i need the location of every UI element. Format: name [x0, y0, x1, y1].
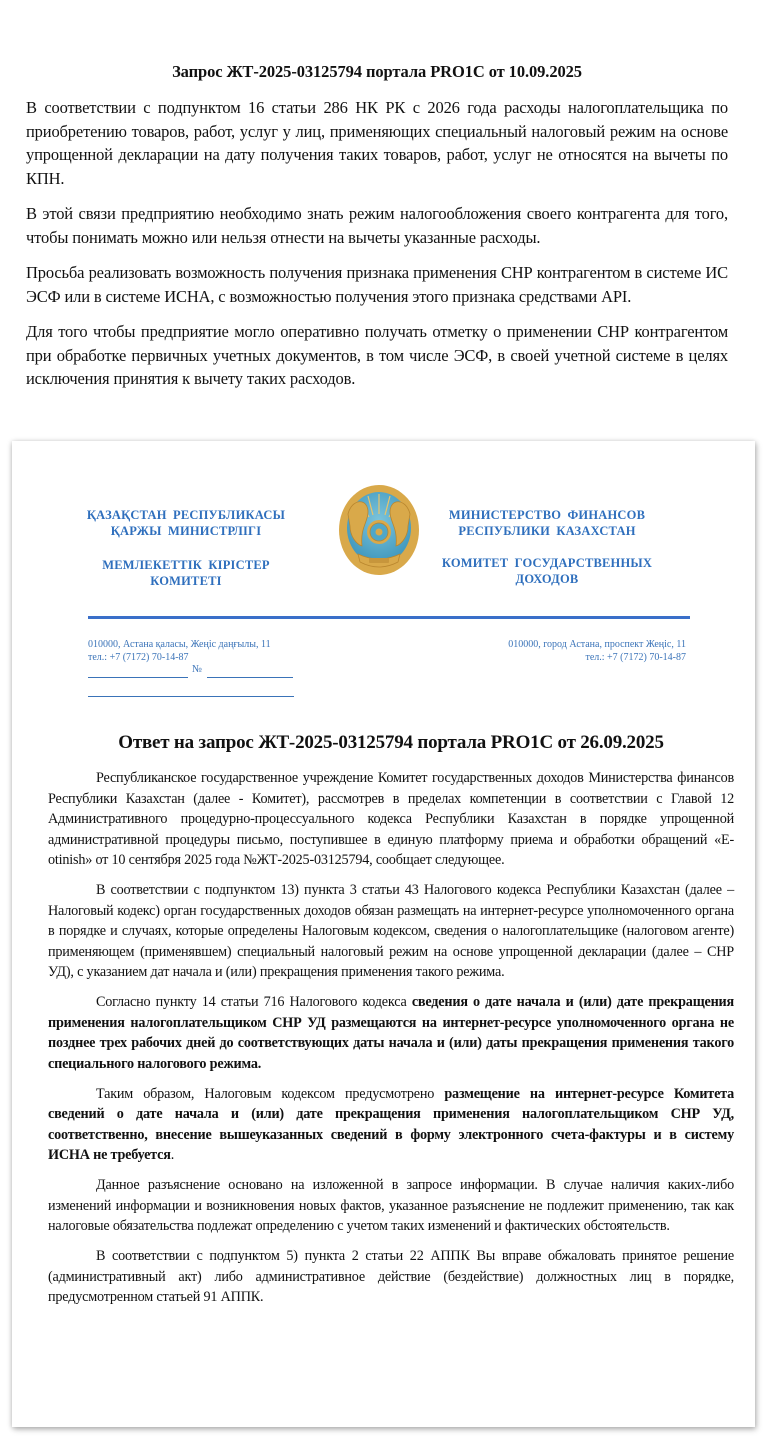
letterhead-line: ДОХОДОВ [515, 571, 579, 586]
response-paragraph: В соответствии с подпунктом 5) пункта 2 статьи 22 АППК Вы вправе обжаловать принятое решение (административный акт) либо административное действие (бездействие) должностных лиц в порядке, предусмотренном статьей 91 АППК. [48, 1248, 734, 1305]
paragraph-text: . [170, 1147, 175, 1163]
letterhead-line: КОМИТЕТ ГОСУДАРСТВЕННЫХ [441, 556, 653, 570]
response-letter [12, 441, 755, 1427]
response-paragraph [48, 1084, 734, 1166]
phone-line: тел.: +7 (7172) 70-14-87 [88, 651, 189, 663]
response-paragraph: В соответствии с подпунктом 13) пункта 3 статьи 43 Налогового кодекса Республики Казахстан (далее – Налоговый кодекс) орган государственных доходов обязан размещать на интернет-ресурсе уполномоченного органа в порядке и случаях, которые определены Налоговым кодексом, сведения о налогоплательщике (налоговом агенте) применяющем (применявшем) специальный налоговый режим на основе упрощенной декларации (далее – СНР УД), с указанием дат начала и (или) прекращения применения такого режима. [48, 882, 734, 980]
state-emblem-icon [338, 484, 420, 576]
address-line: 010000, Астана қаласы, Жеңіс даңғылы, 11 [88, 639, 271, 650]
registration-date-line [88, 677, 188, 678]
letterhead-ministry-ru [442, 508, 652, 539]
registration-number-label: № [192, 664, 203, 675]
response-paragraph [48, 992, 734, 1074]
registration-extra-line [88, 696, 294, 697]
paragraph-text: Согласно пункту 14 статьи 716 Налогового кодекса [96, 994, 412, 1010]
response-paragraph: Республиканское государственное учреждение Комитет государственных доходов Министерства финансов Республики Казахстан (далее - Комитет), рассмотрев в пределах компетенции в соответствии с Главой 12 Административного процедурно-процессуального кодекса Республики Казахстан в порядке упрощенной административной процедуры письмо, поступившее в единую платформу приема и обработки обращений «E-otinish» от 10 сентября 2025 года №ЖТ-2025-03125794, сообщает следующее. [48, 770, 734, 868]
letterhead-line: ҚАРЖЫ МИНИСТРЛІГІ [110, 523, 262, 538]
request-paragraph: В соответствии с подпунктом 16 статьи 286 НК РК с 2026 года расходы налогоплательщика по приобретению товаров, работ, услуг у лиц, применяющих специальный налоговый режим на основе упрощенной декларации на дату получения таких товаров, работ, услуг не относятся на вычеты по КПН. [26, 98, 728, 188]
registration-number-line [207, 677, 293, 678]
letterhead-line: МЕМЛЕКЕТТІК КІРІСТЕР [102, 558, 270, 572]
letterhead-committee-kz [82, 558, 290, 589]
letterhead-divider [88, 616, 690, 619]
response-paragraph: Данное разъяснение основано на изложенной в запросе информации. В случае наличия каких-либо изменений информации и возникновения новых фактов, указанное разъяснение не подлежит применению, так как налоговые обязательства подлежат определению с учетом таких изменений и фактических обстоятельств. [48, 1177, 734, 1234]
response-body [48, 732, 734, 1317]
phone-line: тел.: +7 (7172) 70-14-87 [585, 651, 686, 663]
request-paragraph: В этой связи предприятию необходимо знать режим налогообложения своего контрагента для того, чтобы понимать можно или нельзя отнести на вычеты указанные расходы. [26, 204, 728, 247]
address-line: 010000, город Астана, проспект Жеңіс, 11 [508, 639, 686, 650]
letterhead-committee-ru [440, 556, 654, 587]
letterhead-ministry-kz [82, 508, 290, 539]
paragraph-bold-text: размещение на интернет-ресурсе Комитета сведений о дате начала и (или) дате прекращения применения налогоплательщиком СНР УД, соответственно, внесение вышеуказанных сведений в форму электронного счета-фактуры и в систему ИСНА не требуется [48, 1085, 734, 1163]
letterhead [12, 441, 755, 711]
request-paragraph: Для того чтобы предприятие могло оперативно получать отметку о применении СНР контрагентом при обработке первичных учетных документов, в том числе ЭСФ, в своей учетной системе в целях исключения принятия к вычету таких расходов. [26, 322, 728, 388]
request-section [26, 62, 728, 403]
address-kz [88, 639, 328, 664]
letterhead-line: РЕСПУБЛИКИ КАЗАХСТАН [458, 523, 636, 538]
request-paragraph: Просьба реализовать возможность получения признака применения СНР контрагентом в системе ИС ЭСФ или в системе ИСНА, с возможностью получения этого признака средствами API. [26, 263, 728, 306]
paragraph-text: Таким образом, Налоговым кодексом предусмотрено [96, 1085, 445, 1102]
response-title: Ответ на запрос ЖТ-2025-03125794 портала PRO1C от 26.09.2025 [118, 732, 664, 753]
paragraph-bold-text: сведения о дате начала и (или) дате прекращения применения налогоплательщиком СНР УД размещаются на интернет-ресурсе уполномоченного органа не позднее трех рабочих дней до соответствующих даты начала и (или) даты прекращения применения такого специального налогового режима. [48, 994, 734, 1072]
letterhead-line: ҚАЗАҚСТАН РЕСПУБЛИКАСЫ [86, 508, 286, 522]
letterhead-line: КОМИТЕТІ [150, 573, 222, 588]
request-title: Запрос ЖТ-2025-03125794 портала PRO1C от 10.09.2025 [172, 62, 582, 81]
letterhead-line: МИНИСТЕРСТВО ФИНАНСОВ [448, 508, 646, 522]
address-ru [442, 639, 686, 664]
